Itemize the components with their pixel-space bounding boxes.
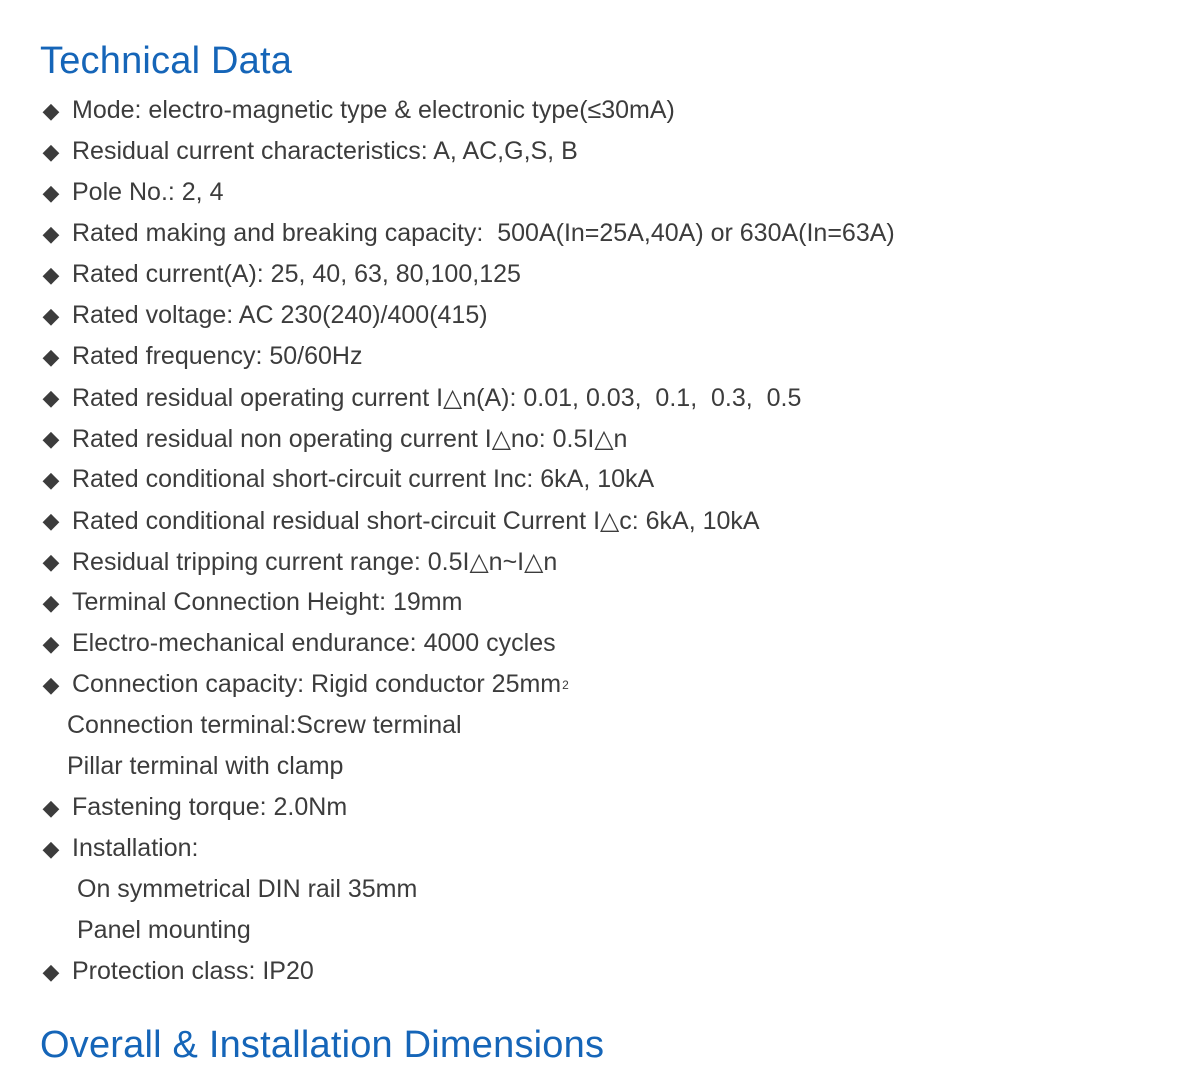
spec-text: On symmetrical DIN rail 35mm — [77, 875, 418, 903]
next-section-title: Overall & Installation Dimensions — [40, 1024, 605, 1066]
spec-text: Protection class: IP20 — [72, 957, 314, 985]
spec-item-installation — [40, 828, 895, 869]
diamond-bullet-icon: ◆ — [42, 589, 60, 615]
diamond-bullet-icon: ◆ — [42, 179, 60, 205]
spec-text: Rated conditional residual short-circuit Current I△c: 6kA, 10kA — [72, 506, 760, 535]
spec-item-short-circuit-current — [40, 459, 895, 500]
spec-item-residual-operating-current — [40, 377, 895, 418]
spec-text: Pillar terminal with clamp — [67, 752, 344, 780]
section-title: Technical Data — [40, 40, 293, 82]
spec-text: Fastening torque: 2.0Nm — [72, 793, 348, 821]
spec-item-residual-non-operating-current — [40, 418, 895, 459]
spec-item-mode — [40, 90, 895, 131]
spec-text: Rated residual operating current I△n(A): 0.01, 0.03, 0.1, 0.3, 0.5 — [72, 383, 802, 412]
diamond-bullet-icon: ◆ — [42, 835, 60, 861]
diamond-bullet-icon: ◆ — [42, 302, 60, 328]
spec-item-tripping-current-range — [40, 541, 895, 582]
spec-text: Rated conditional short-circuit current Inc: 6kA, 10kA — [72, 465, 655, 493]
spec-text: Rated residual non operating current I△no: 0.5I△n — [72, 424, 628, 453]
spec-item-terminal-height — [40, 582, 895, 623]
spec-text: Residual tripping current range: 0.5I△n~I△n — [72, 547, 558, 576]
spec-item-fastening-torque — [40, 787, 895, 828]
spec-text: Panel mounting — [77, 916, 251, 944]
diamond-bullet-icon: ◆ — [42, 548, 60, 574]
spec-text: Installation: — [72, 834, 199, 862]
spec-text: Residual current characteristics: A, AC,G,S, B — [72, 137, 578, 165]
spec-item-rated-voltage — [40, 295, 895, 336]
diamond-bullet-icon: ◆ — [42, 794, 60, 820]
spec-text: Connection capacity: Rigid conductor 25mm — [72, 670, 562, 698]
diamond-bullet-icon: ◆ — [42, 384, 60, 410]
spec-text: Terminal Connection Height: 19mm — [72, 588, 463, 616]
spec-text: Mode: electro-magnetic type & electronic type(≤30mA) — [72, 96, 675, 124]
diamond-bullet-icon: ◆ — [42, 466, 60, 492]
spec-text: Rated current(A): 25, 40, 63, 80,100,125 — [72, 260, 521, 288]
spec-text: Connection terminal:Screw terminal — [67, 711, 462, 739]
spec-item-protection-class — [40, 951, 895, 992]
spec-text: Electro-mechanical endurance: 4000 cycles — [72, 629, 556, 657]
spec-item-rated-current — [40, 254, 895, 295]
diamond-bullet-icon: ◆ — [42, 261, 60, 287]
spec-subitem-pillar-terminal — [40, 746, 895, 787]
spec-item-endurance — [40, 623, 895, 664]
spec-text: Rated making and breaking capacity: 500A(In=25A,40A) or 630A(In=63A) — [72, 219, 895, 247]
diamond-bullet-icon: ◆ — [42, 671, 60, 697]
spec-subitem-panel-mounting — [40, 910, 895, 951]
diamond-bullet-icon: ◆ — [42, 343, 60, 369]
spec-text: Pole No.: 2, 4 — [72, 178, 224, 206]
spec-item-pole-no — [40, 172, 895, 213]
diamond-bullet-icon: ◆ — [42, 220, 60, 246]
diamond-bullet-icon: ◆ — [42, 630, 60, 656]
diamond-bullet-icon: ◆ — [42, 97, 60, 123]
diamond-bullet-icon: ◆ — [42, 138, 60, 164]
spec-text: Rated voltage: AC 230(240)/400(415) — [72, 301, 488, 329]
spec-item-residual-characteristics — [40, 131, 895, 172]
spec-subitem-connection-terminal — [40, 705, 895, 746]
spec-item-connection-capacity: ◆ Connection capacity: Rigid conductor 25mm 2 — [40, 664, 895, 705]
spec-item-residual-short-circuit-current — [40, 500, 895, 541]
diamond-bullet-icon: ◆ — [42, 425, 60, 451]
technical-spec-list — [40, 90, 895, 992]
spec-text: Rated frequency: 50/60Hz — [72, 342, 363, 370]
spec-item-rated-frequency — [40, 336, 895, 377]
diamond-bullet-icon: ◆ — [42, 507, 60, 533]
diamond-bullet-icon: ◆ — [42, 958, 60, 984]
spec-item-making-breaking-capacity — [40, 213, 895, 254]
spec-subitem-din-rail — [40, 869, 895, 910]
